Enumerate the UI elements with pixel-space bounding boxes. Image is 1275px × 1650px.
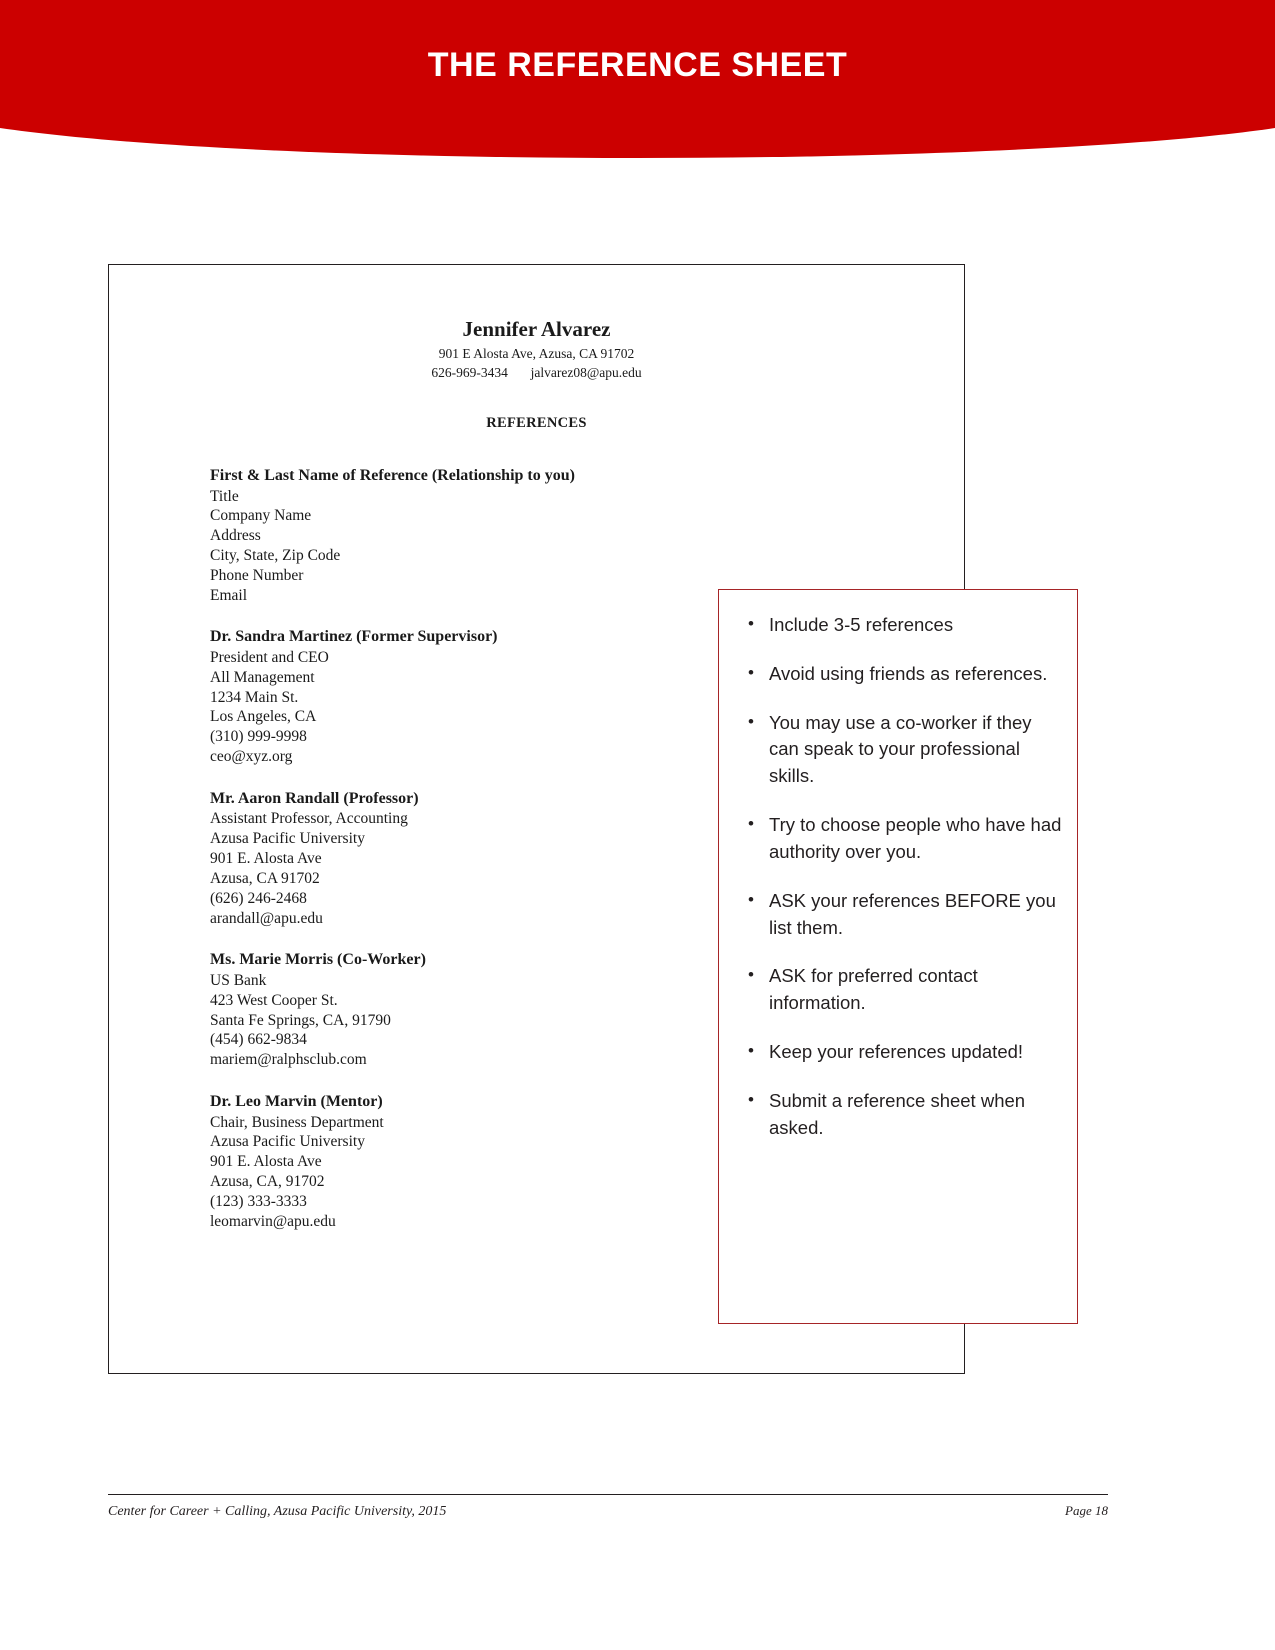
tip-text: You may use a co-worker if they can speak to your professional skills. [769, 711, 1032, 787]
reference-entry-line: ceo@xyz.org [210, 748, 293, 766]
tip-item [733, 812, 1063, 866]
tip-item [733, 1088, 1063, 1142]
footer [108, 1503, 1108, 1520]
footer-divider [108, 1494, 1108, 1495]
applicant-address: 901 E Alosta Ave, Azusa, CA 91702 [438, 346, 635, 361]
reference-entry-line: 901 E. Alosta Ave [210, 850, 322, 868]
reference-entry-line: mariem@ralphsclub.com [210, 1051, 367, 1069]
tip-text: Avoid using friends as references. [769, 662, 1048, 684]
bullet-icon: • [748, 614, 754, 633]
tip-text: Include 3-5 references [769, 614, 954, 635]
footer-source: Center for Career + Calling, Azusa Pacific University, 2015 [108, 1504, 447, 1519]
reference-entry-line: Azusa Pacific University [210, 830, 365, 848]
tip-item [733, 963, 1063, 1017]
applicant-contact [109, 365, 964, 381]
reference-entry-line: (454) 662-9834 [210, 1031, 307, 1049]
reference-entry-heading: Dr. Leo Marvin (Mentor) [210, 1093, 383, 1111]
reference-entry-line: leomarvin@apu.edu [210, 1212, 336, 1230]
bullet-icon: • [748, 1089, 754, 1109]
reference-entry-line: Assistant Professor, Accounting [210, 810, 408, 828]
bullet-icon: • [748, 711, 754, 731]
bullet-icon: • [748, 889, 754, 909]
reference-entry-line: US Bank [210, 971, 267, 989]
reference-entry-line: 901 E. Alosta Ave [210, 1153, 322, 1171]
references-heading: REFERENCES [486, 415, 587, 431]
page-title: THE REFERENCE SHEET [427, 46, 848, 84]
reference-entry-line: President and CEO [210, 649, 329, 666]
reference-entry-line: City, State, Zip Code [210, 547, 341, 564]
reference-entry-heading: Mr. Aaron Randall (Professor) [210, 789, 419, 807]
tip-item [733, 888, 1063, 942]
reference-entry-heading: First & Last Name of Reference (Relationship to you) [210, 467, 575, 484]
reference-entry [210, 466, 964, 605]
tip-text: Keep your references updated! [769, 1040, 1024, 1062]
applicant-email: jalvarez08@apu.edu [530, 365, 642, 380]
reference-entry-line: Title [210, 487, 239, 505]
tip-text: ASK your references BEFORE you list them. [769, 889, 1056, 938]
reference-entry-line: Los Angeles, CA [210, 708, 317, 726]
reference-entry-line: All Management [210, 668, 315, 686]
applicant-name: Jennifer Alvarez [462, 317, 611, 341]
reference-entry-line: (310) 999-9998 [210, 728, 307, 746]
page-number: Page 18 [1065, 1503, 1108, 1518]
reference-entry-line: Azusa Pacific University [210, 1133, 365, 1151]
tip-item [733, 1039, 1063, 1066]
reference-entry-line: (626) 246-2468 [210, 889, 307, 907]
reference-entry-line: Azusa, CA, 91702 [210, 1173, 325, 1191]
reference-entry-line: Address [210, 527, 261, 545]
reference-entry-line: 423 West Cooper St. [210, 991, 338, 1009]
reference-entry-line: (123) 333-3333 [210, 1192, 307, 1210]
tip-text: Submit a reference sheet when asked. [769, 1089, 1026, 1138]
bullet-icon: • [748, 1040, 754, 1060]
applicant-phone: 626-969-3434 [431, 365, 508, 380]
reference-entry-line: 1234 Main St. [210, 688, 299, 706]
reference-entry-line: Chair, Business Department [210, 1113, 384, 1131]
tip-item [733, 710, 1063, 790]
reference-entry-line: Azusa, CA 91702 [210, 869, 320, 887]
tip-item [733, 661, 1063, 688]
tips-callout-box [718, 589, 1078, 1324]
tip-item [733, 612, 1063, 639]
reference-entry-line: arandall@apu.edu [210, 909, 323, 927]
reference-entry-heading: Dr. Sandra Martinez (Former Supervisor) [210, 628, 498, 646]
header-banner [0, 0, 1275, 170]
bullet-icon: • [748, 965, 754, 985]
tip-text: ASK for preferred contact information. [769, 965, 978, 1014]
bullet-icon: • [748, 814, 754, 834]
reference-entry-line: Company Name [210, 507, 312, 525]
bullet-icon: • [748, 662, 754, 682]
reference-entry-line: Santa Fe Springs, CA, 91790 [210, 1011, 391, 1029]
reference-entry-line: Phone Number [210, 566, 304, 584]
reference-entry-heading: Ms. Marie Morris (Co-Worker) [210, 951, 426, 969]
reference-entry-line: Email [210, 586, 248, 604]
tip-text: Try to choose people who have had authority over you. [769, 814, 1062, 862]
